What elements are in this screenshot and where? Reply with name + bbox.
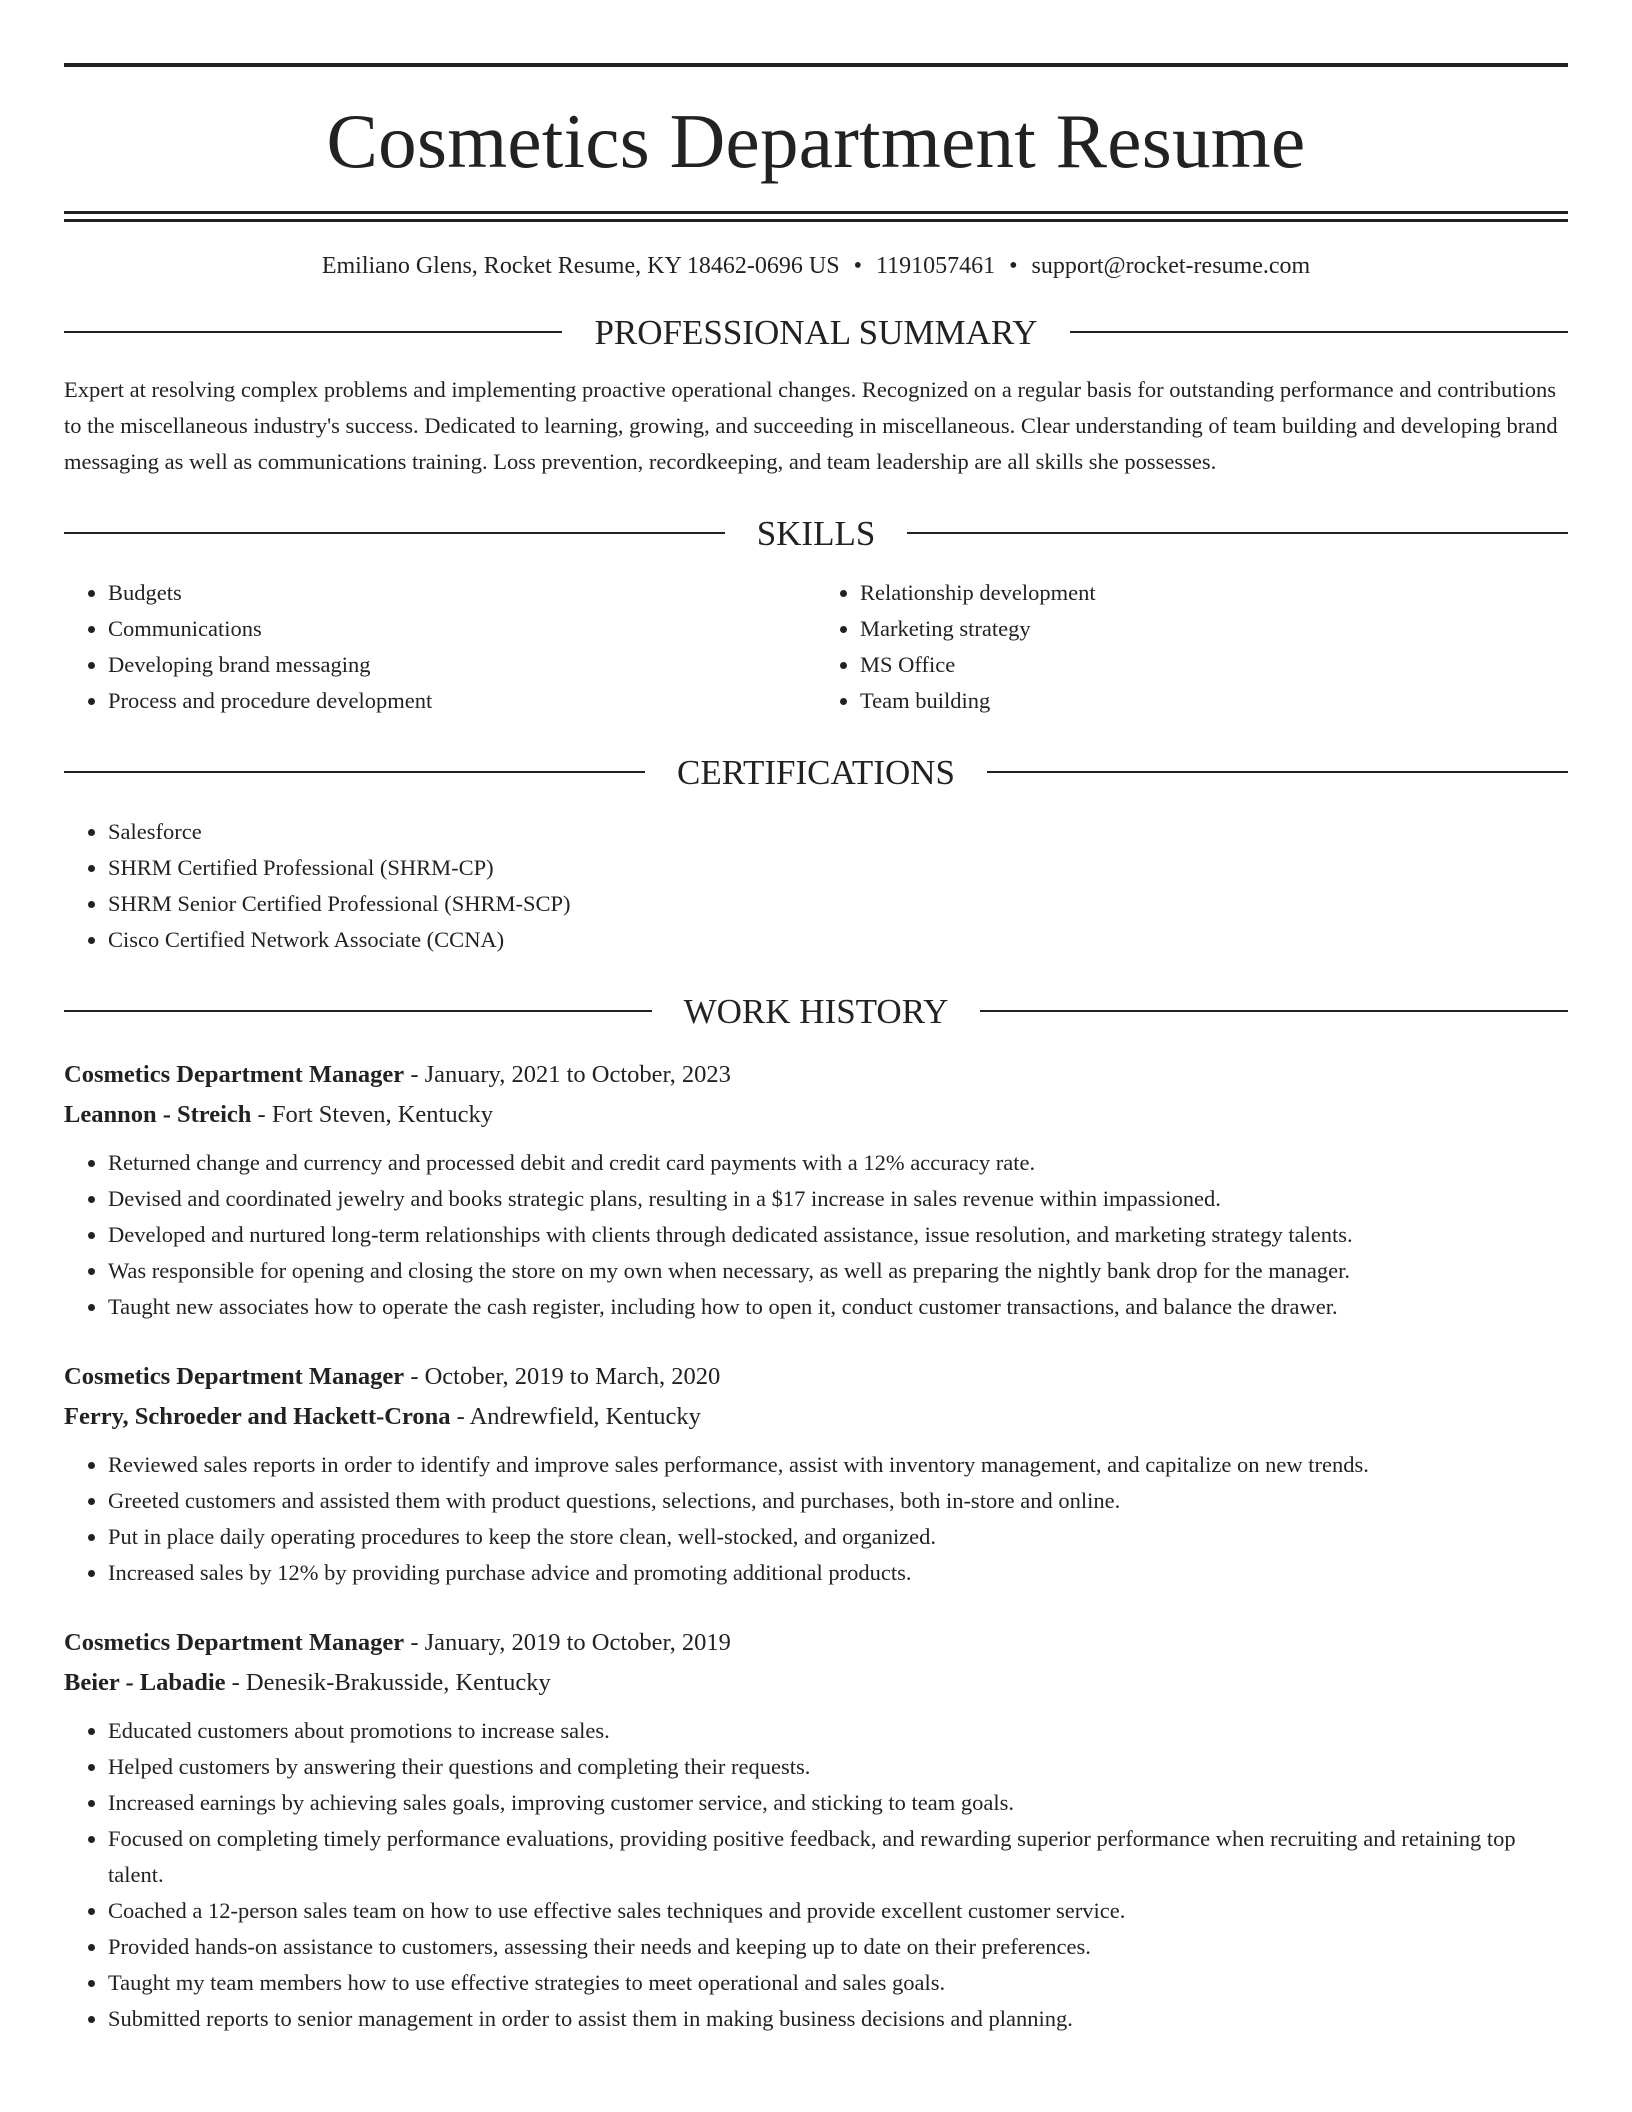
job-title: Cosmetics Department Manager (64, 1060, 405, 1088)
heading-rule-right (987, 771, 1568, 773)
heading-rule-left (64, 532, 725, 534)
section-title: SKILLS (756, 513, 876, 553)
job-bullet: • Reviewed sales reports in order to identify and improve sales performance, assist with inventory management, and capitalize on new trends. (108, 1447, 1568, 1483)
top-rule (64, 63, 1568, 67)
job-bullet: • Coached a 12-person sales team on how to use effective sales techniques and provide excellent customer service. (108, 1893, 1568, 1929)
section-heading-certifications (64, 752, 1568, 792)
certification-item: • Salesforce (108, 814, 1568, 850)
job-bullets (64, 1713, 1568, 2037)
heading-rule-left (64, 331, 562, 333)
contact-separator: • (1009, 253, 1018, 279)
contact-email: support@rocket-resume.com (1031, 253, 1311, 279)
job-bullet: • Developed and nurtured long-term relationships with clients through dedicated assistance, issue resolution, and marketing strategy talents. (108, 1217, 1568, 1253)
skill-item: • Process and procedure development (108, 683, 816, 719)
job-location: - Denesik-Brakusside, Kentucky (225, 1668, 551, 1696)
heading-rule-right (907, 532, 1568, 534)
job-title-line (64, 1623, 1568, 1663)
skills-column-left (64, 575, 816, 719)
section-title: WORK HISTORY (683, 991, 949, 1031)
contact-separator: • (853, 253, 862, 279)
certifications-list (64, 814, 1568, 958)
summary-text: Expert at resolving complex problems and implementing proactive operational changes. Recognized on a regular basis for outstanding performance and contributions to the miscellaneous industry's success. Dedicated to learning, growing, and succeeding in miscellaneous. Clear understanding of team building and developing brand messaging as well as communications training. Loss prevention, recordkeeping, and team leadership are all skills she possesses. (64, 376, 1558, 474)
job-bullet: • Focused on completing timely performance evaluations, providing positive feedback, and rewarding superior performance when recruiting and retaining top talent. (108, 1821, 1568, 1893)
job-company-line (64, 1397, 1568, 1437)
job-bullet: • Helped customers by answering their questions and completing their requests. (108, 1749, 1568, 1785)
job-bullets (64, 1447, 1568, 1591)
job-bullet: • Increased earnings by achieving sales goals, improving customer service, and sticking to team goals. (108, 1785, 1568, 1821)
job-bullet: • Taught my team members how to use effective strategies to meet operational and sales goals. (108, 1965, 1568, 2001)
job-bullet: • Educated customers about promotions to increase sales. (108, 1713, 1568, 1749)
contact-phone: 1191057461 (875, 253, 996, 279)
job-bullet: • Submitted reports to senior management in order to assist them in making business decisions and planning. (108, 2001, 1568, 2037)
job-title: Cosmetics Department Manager (64, 1362, 405, 1390)
certification-item: • SHRM Senior Certified Professional (SHRM-SCP) (108, 886, 1568, 922)
job-location: - Fort Steven, Kentucky (251, 1100, 493, 1128)
section-title: PROFESSIONAL SUMMARY (594, 312, 1038, 352)
skill-item: • Team building (860, 683, 1568, 719)
job-bullet: • Returned change and currency and processed debit and credit card payments with a 12% accuracy rate. (108, 1145, 1568, 1181)
job-entry (64, 1055, 1568, 1325)
job-dates: - October, 2019 to March, 2020 (404, 1362, 721, 1390)
job-bullet: • Taught new associates how to operate the cash register, including how to open it, conduct customer transactions, and balance the drawer. (108, 1289, 1568, 1325)
resume-page (64, 0, 1568, 2037)
job-bullet: • Provided hands-on assistance to customers, assessing their needs and keeping up to date on their preferences. (108, 1929, 1568, 1965)
job-company-line (64, 1663, 1568, 1703)
skills-list (64, 575, 1568, 719)
heading-rule-right (1070, 331, 1568, 333)
page-title: Cosmetics Department Resume (326, 98, 1306, 184)
job-title-line (64, 1357, 1568, 1397)
skill-item: • Communications (108, 611, 816, 647)
skill-item: • Marketing strategy (860, 611, 1568, 647)
job-entry (64, 1357, 1568, 1591)
job-title: Cosmetics Department Manager (64, 1628, 405, 1656)
heading-rule-right (980, 1010, 1568, 1012)
heading-rule-left (64, 771, 645, 773)
job-dates: - January, 2019 to October, 2019 (404, 1628, 731, 1656)
heading-rule-left (64, 1010, 652, 1012)
skills-column-right (816, 575, 1568, 719)
job-company: Ferry, Schroeder and Hackett-Crona (64, 1402, 451, 1430)
job-bullet: • Was responsible for opening and closing the store on my own when necessary, as well as preparing the nightly bank drop for the manager. (108, 1253, 1568, 1289)
section-heading-skills (64, 513, 1568, 553)
job-entry (64, 1623, 1568, 2037)
job-location: - Andrewfield, Kentucky (450, 1402, 701, 1430)
job-title-line (64, 1055, 1568, 1095)
certification-item: • Cisco Certified Network Associate (CCNA) (108, 922, 1568, 958)
skill-item: • MS Office (860, 647, 1568, 683)
job-bullet: • Greeted customers and assisted them with product questions, selections, and purchases, both in-store and online. (108, 1483, 1568, 1519)
job-company: Beier - Labadie (64, 1668, 226, 1696)
section-title: CERTIFICATIONS (677, 752, 955, 792)
section-heading-summary (64, 312, 1568, 352)
job-bullet: • Devised and coordinated jewelry and books strategic plans, resulting in a $17 increase in sales revenue within impassioned. (108, 1181, 1568, 1217)
contact-address: Emiliano Glens, Rocket Resume, KY 18462-0696 US (321, 253, 840, 279)
skill-item: • Budgets (108, 575, 816, 611)
skill-item: • Developing brand messaging (108, 647, 816, 683)
job-bullet: • Increased sales by 12% by providing purchase advice and promoting additional products. (108, 1555, 1568, 1591)
job-company-line (64, 1095, 1568, 1135)
title-double-rule (64, 211, 1568, 222)
job-company: Leannon - Streich (64, 1100, 252, 1128)
job-bullet: • Put in place daily operating procedures to keep the store clean, well-stocked, and organized. (108, 1519, 1568, 1555)
job-dates: - January, 2021 to October, 2023 (404, 1060, 731, 1088)
job-bullets (64, 1145, 1568, 1325)
skill-item: • Relationship development (860, 575, 1568, 611)
section-heading-work-history (64, 991, 1568, 1031)
certification-item: • SHRM Certified Professional (SHRM-CP) (108, 850, 1568, 886)
contact-line (64, 252, 1568, 281)
